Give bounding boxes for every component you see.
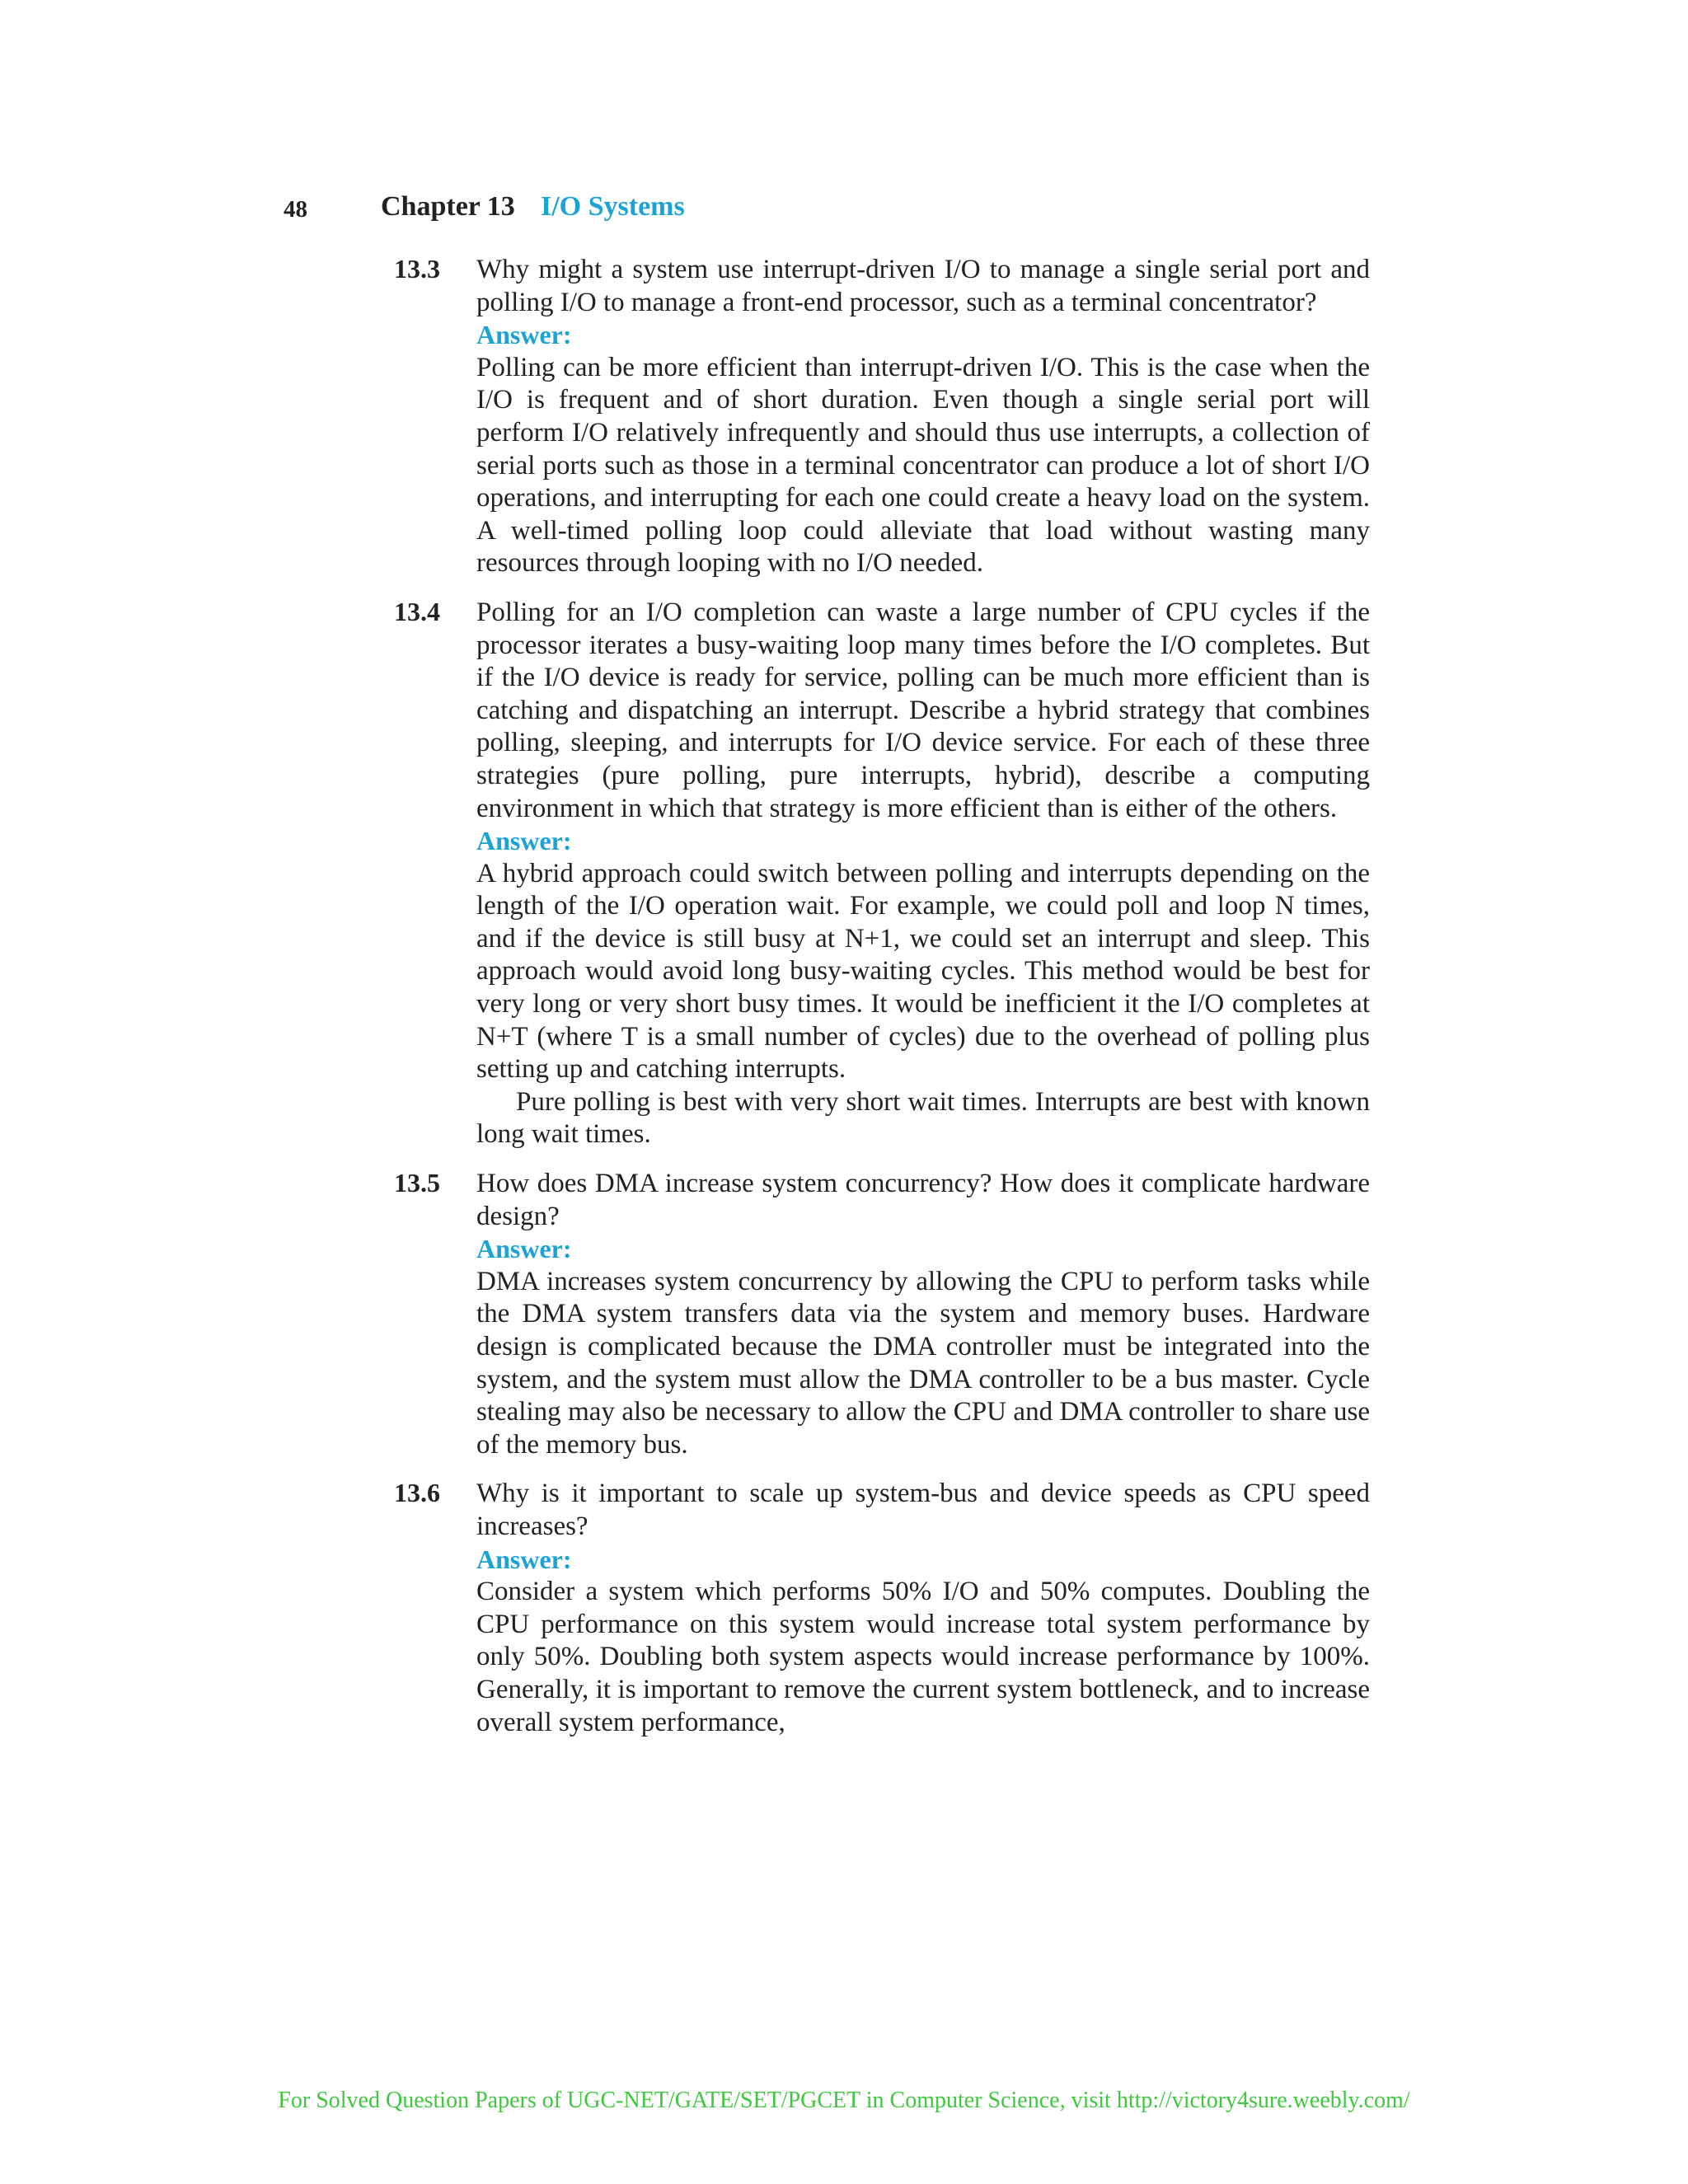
answer-text bbox=[476, 1576, 1370, 1739]
exercise-number: 13.5 bbox=[394, 1168, 440, 1198]
running-header bbox=[0, 191, 1688, 232]
question-text: Why is it important to scale up system-bus and device speeds as CPU speed increases? bbox=[476, 1479, 1370, 1541]
exercise-number: 13.4 bbox=[394, 596, 440, 626]
exercise-number: 13.6 bbox=[394, 1478, 440, 1508]
chapter-title: I/O Systems bbox=[541, 191, 685, 222]
answer-paragraph: DMA increases system concurrency by allowing the CPU to perform tasks while the DMA system transfers data via the system and memory buses. Hardware design is complicated because the DMA controller must be integrated into the system, and the system must allow the DMA controller to be a bus master. Cycle stealing may also be necessary to allow the CPU and DMA controller to share use of the memory bus. bbox=[476, 1266, 1370, 1460]
question-text: How does DMA increase system concurrency? How does it complicate hardware design? bbox=[476, 1169, 1370, 1231]
exercise-body bbox=[476, 254, 1370, 580]
answer-paragraph: Consider a system which performs 50% I/O and 50% computes. Doubling the CPU performance on this system would increase total system performance by only 50%. Doubling both system aspects would increase performance by 100%. Generally, it is important to remove the current system bottleneck, and to increase overall system performance, bbox=[476, 1577, 1370, 1737]
answer-label: Answer: bbox=[476, 826, 572, 856]
answer-text bbox=[476, 1266, 1370, 1462]
answer-text bbox=[476, 858, 1370, 1151]
answer-text bbox=[476, 352, 1370, 580]
question-text: Polling for an I/O completion can waste a large number of CPU cycles if the processor iterates a busy-waiting loop many times before the I/O completes. But if the I/O device is ready for service, polling can be much more efficient than is catching and dispatching an interrupt. Describe a hybrid strategy that combines polling, sleeping, and interrupts for I/O device service. For each of these three strategies (pure polling, pure interrupts, hybrid), describe a computing environment in which that strategy is more efficient than is either of the others. bbox=[476, 597, 1370, 823]
exercise-13-3 bbox=[394, 254, 1370, 580]
answer-label: Answer: bbox=[476, 1234, 572, 1264]
answer-label: Answer: bbox=[476, 1544, 572, 1574]
answer-paragraph: Polling can be more efficient than interrupt-driven I/O. This is the case when the I/O is frequent and of short duration. Even though a single serial port will perform I/O relatively infrequently and should thus use interrupts, a collection of serial ports such as those in a terminal concentrator can produce a lot of short I/O operations, and interrupting for each one could create a heavy load on the system. A well-timed polling loop could alleviate that load without wasting many resources through looping with no I/O needed. bbox=[476, 352, 1370, 579]
page-number: 48 bbox=[284, 196, 307, 223]
footer-link-text[interactable]: For Solved Question Papers of UGC-NET/GATE/SET/PGCET in Computer Science, visit http://victory4sure.weebly.com/ bbox=[278, 2088, 1410, 2113]
exercise-number: 13.3 bbox=[394, 254, 440, 284]
answer-paragraph: Pure polling is best with very short wait times. Interrupts are best with known long wait times. bbox=[476, 1086, 1370, 1150]
answer-paragraph: A hybrid approach could switch between polling and interrupts depending on the length of the I/O operation wait. For example, we could poll and loop N times, and if the device is still busy at N+1, we could set an interrupt and sleep. This approach would avoid long busy-waiting cycles. This method would be best for very long or very short busy times. It would be inefficient it the I/O completes at N+T (where T is a small number of cycles) due to the overhead of polling plus setting up and catching interrupts. bbox=[476, 858, 1370, 1085]
exercise-body bbox=[476, 1478, 1370, 1739]
answer-label: Answer: bbox=[476, 320, 572, 350]
exercise-13-5 bbox=[394, 1168, 1370, 1461]
question-text: Why might a system use interrupt-driven I/O to manage a single serial port and polling I/O to manage a front-end processor, such as a terminal concentrator? bbox=[476, 255, 1370, 317]
exercise-body bbox=[476, 597, 1370, 1151]
exercise-list bbox=[394, 254, 1370, 1755]
exercise-13-4 bbox=[394, 597, 1370, 1151]
exercise-body bbox=[476, 1168, 1370, 1461]
exercise-13-6 bbox=[394, 1478, 1370, 1739]
chapter-label: Chapter 13 bbox=[381, 191, 515, 222]
